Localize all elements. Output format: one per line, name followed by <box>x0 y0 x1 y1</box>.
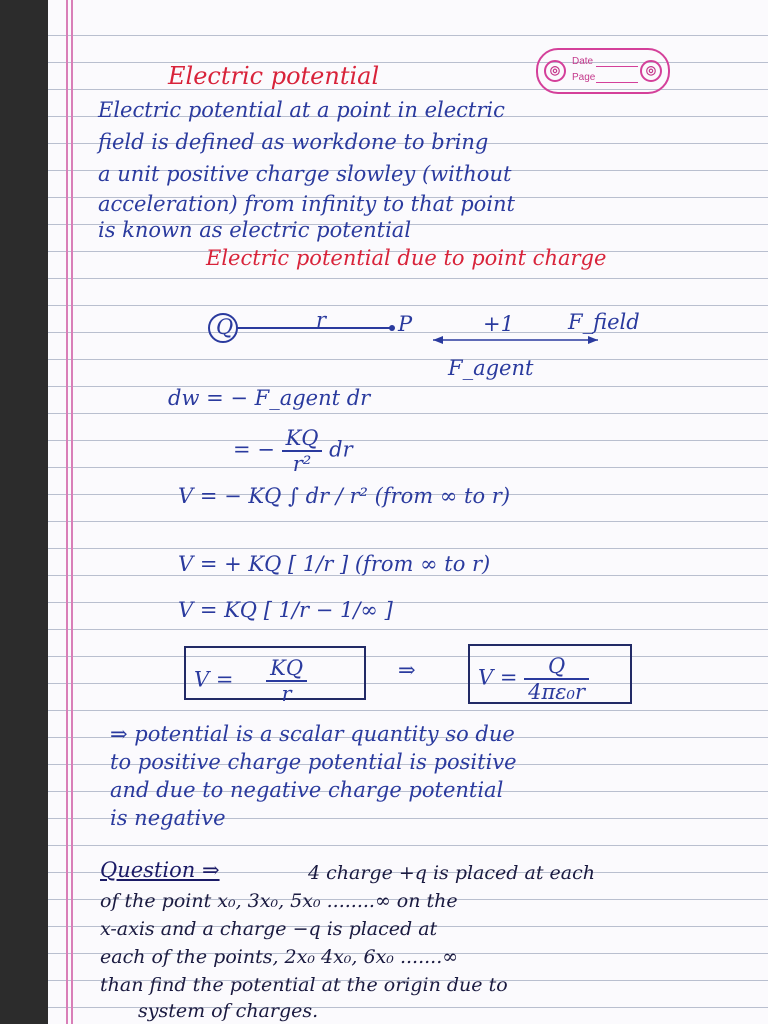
spiral-icon: ◎ <box>640 60 662 82</box>
fraction-numerator: KQ <box>266 656 307 682</box>
result-formula <box>478 654 589 704</box>
point-p-dot <box>389 325 395 331</box>
note-line: is negative <box>110 806 226 830</box>
definition-line: Electric potential at a point in electric <box>98 98 505 122</box>
result-prefix: V = <box>194 667 234 692</box>
implies-arrow: ⇒ <box>398 658 416 682</box>
notebook-page <box>48 0 768 1024</box>
step2-prefix: = − <box>233 437 275 462</box>
result-prefix: V = <box>478 665 518 690</box>
question-label: Question ⇒ <box>100 858 220 882</box>
result-formula <box>194 656 307 706</box>
field-force-label: F_field <box>568 310 640 334</box>
question-line: of the point x₀, 3x₀, 5x₀ ........∞ on the <box>100 890 458 912</box>
date-page-box <box>536 48 670 94</box>
fraction-denominator: r² <box>292 452 312 476</box>
spiral-icon: ◎ <box>544 60 566 82</box>
definition-line: is known as electric potential <box>98 218 412 242</box>
point-label: P <box>398 312 413 336</box>
fraction-numerator: Q <box>524 654 589 680</box>
question-line: than find the potential at the origin due to <box>100 974 508 996</box>
fraction <box>524 654 589 704</box>
question-line: each of the points, 2x₀ 4x₀, 6x₀ .......∞ <box>100 946 459 968</box>
result-box-kq <box>184 646 366 706</box>
distance-label: r <box>316 308 327 332</box>
date-line <box>596 66 638 67</box>
note-line: to positive charge potential is positive <box>110 750 517 774</box>
subheading: Electric potential due to point charge <box>206 246 607 270</box>
limit-step: V = KQ [ 1/r − 1/∞ ] <box>178 598 393 622</box>
test-charge-label: +1 <box>483 312 514 336</box>
page-title: Electric potential <box>168 62 380 90</box>
definition-line: a unit positive charge slowley (without <box>98 162 512 186</box>
margin-line <box>66 0 68 1024</box>
fraction <box>282 426 323 476</box>
margin-line-inner <box>71 0 73 1024</box>
result-box-coulomb <box>468 644 632 704</box>
step2-suffix: dr <box>329 437 353 462</box>
note-line: and due to negative charge potential <box>110 778 504 802</box>
agent-force-label: F_agent <box>448 356 534 380</box>
page-line <box>596 82 638 83</box>
field-arrow-head <box>588 336 598 344</box>
page-label: Page <box>572 72 596 83</box>
question-line: 4 charge +q is placed at each <box>308 862 595 884</box>
fraction-denominator: 4πε₀r <box>528 680 586 704</box>
agent-arrow-head <box>433 336 443 344</box>
question-line: system of charges. <box>138 1000 319 1022</box>
definition-line: acceleration) from infinity to that point <box>98 192 515 216</box>
charge-label: Q <box>216 315 234 339</box>
date-label: Date <box>572 56 594 67</box>
integral-step: V = − KQ ∫ dr / r² (from ∞ to r) <box>178 484 511 508</box>
fraction-denominator: r <box>281 682 292 706</box>
work-step-2 <box>233 426 353 476</box>
fraction <box>266 656 307 706</box>
definition-line: field is defined as workdone to bring <box>98 130 489 154</box>
fraction-numerator: KQ <box>282 426 323 452</box>
work-step: dw = − F_agent dr <box>168 386 371 410</box>
note-line: ⇒ potential is a scalar quantity so due <box>110 722 515 746</box>
question-line: x-axis and a charge −q is placed at <box>100 918 438 940</box>
bracket-step: V = + KQ [ 1/r ] (from ∞ to r) <box>178 552 491 576</box>
